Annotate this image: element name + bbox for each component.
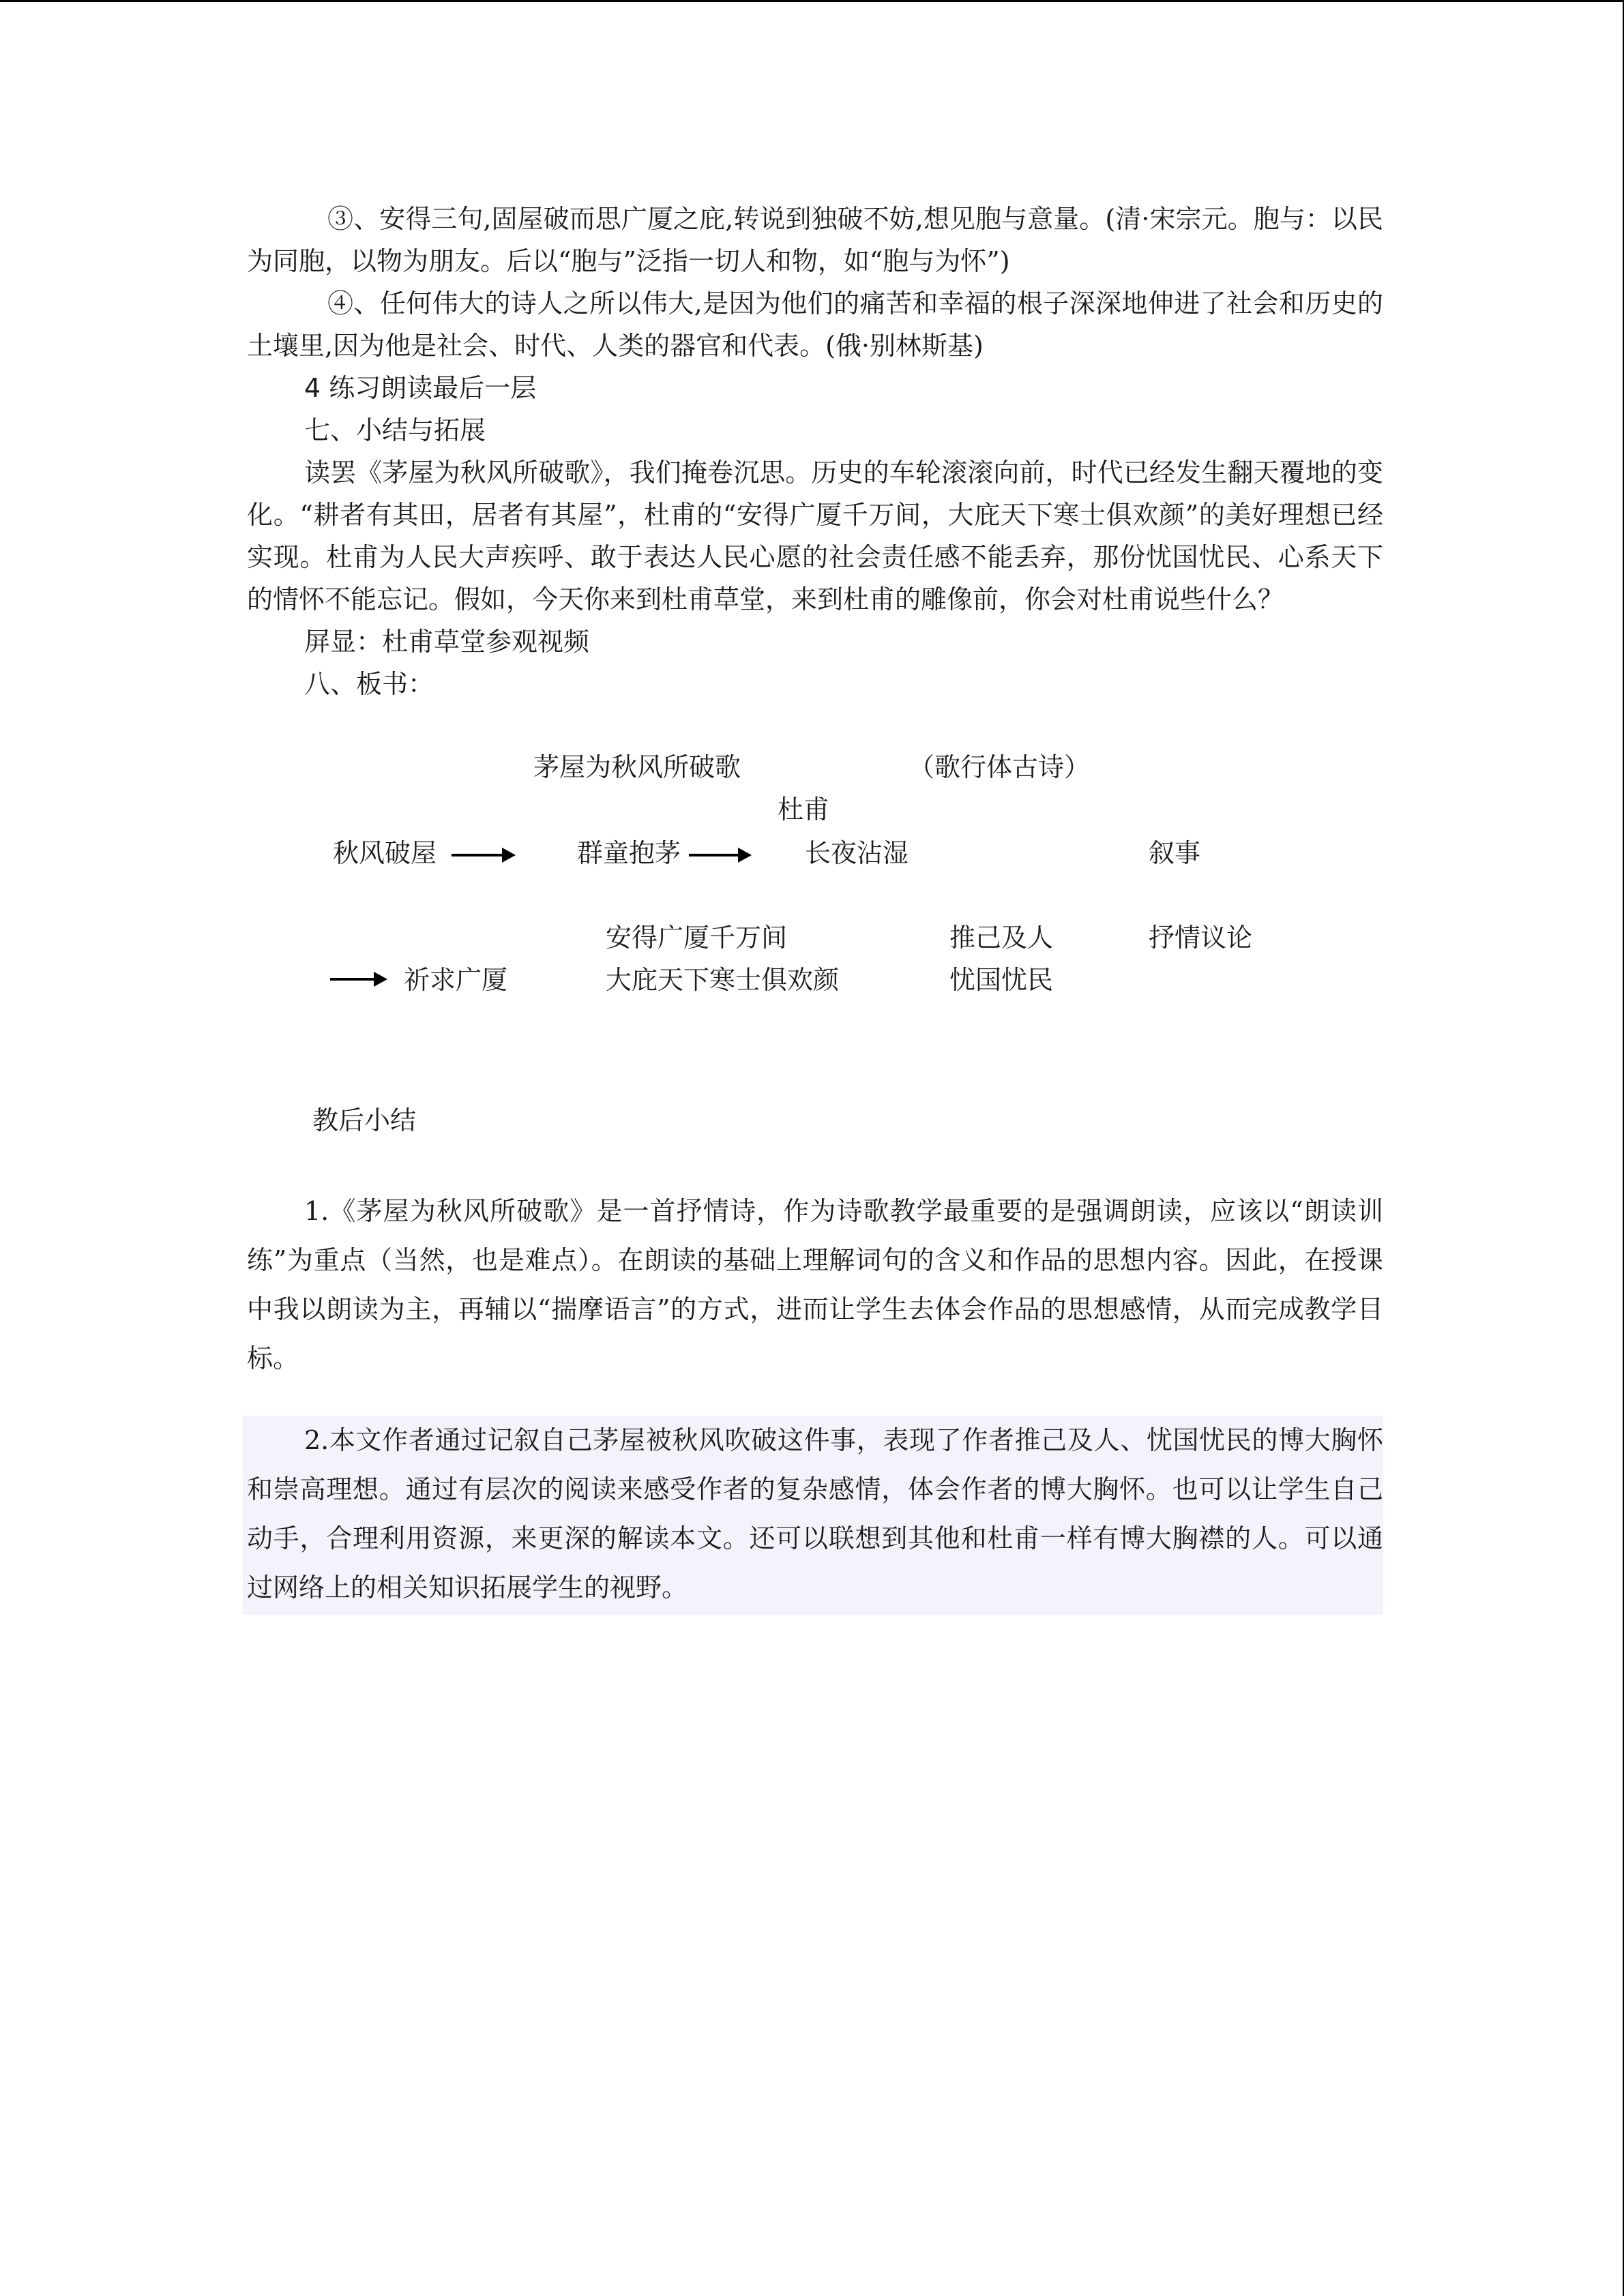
summary-item-2-text: 2.本文作者通过记叙自己茅屋被秋风吹破这件事，表现了作者推己及人、忧国忧民的博大胸怀和崇高理想。通过有层次的阅读来感受作者的复杂感情，体会作者的博大胸怀。也可以让学生自己动手，合理利用资源，来更深的解读本文。还可以联想到其他和杜甫一样有博大胸襟的人。可以通过网络上的相关知识拓展学生的视野。 (247, 1425, 1383, 1602)
arrow-right-icon (330, 978, 385, 981)
quote-3: ③、安得三句,固屋破而思广厦之庇,转说到独破不妨,想见胞与意量。(清·宋宗元。胞与：以民为同胞，以物为朋友。后以“胞与”泛指一切人和物，如“胞与为怀”) (247, 204, 1383, 276)
document-body (247, 198, 1383, 705)
practice-reading: 4 练习朗读最后一层 (304, 373, 537, 403)
board-narrative: 叙事 (1149, 838, 1201, 868)
board-genre: （歌行体古诗） (909, 752, 1091, 782)
top-border (0, 0, 1624, 2)
blackboard-outline (247, 750, 1383, 1009)
board-theme-b: 忧国忧民 (949, 965, 1054, 995)
section-seven-heading: 七、小结与拓展 (304, 415, 486, 445)
board-step-4: 祈求广厦 (404, 965, 508, 995)
arrow-right-icon (452, 854, 513, 856)
summary-item-1-text: 1.《茅屋为秋风所破歌》是一首抒情诗，作为诗歌教学最重要的是强调朗读，应该以“朗读训练”为重点（当然，也是难点）。在朗读的基础上理解词句的含义和作品的思想内容。因此，在授课中我以朗读为主，再辅以“揣摩语言”的方式，进而让学生去体会作品的思想感情，从而完成教学目标。 (247, 1196, 1383, 1373)
summary-item-1 (247, 1187, 1383, 1383)
arrow-right-icon (689, 854, 749, 856)
board-line-b: 大庇天下寒士俱欢颜 (606, 965, 840, 995)
board-title: 茅屋为秋风所破歌 (533, 752, 741, 782)
teaching-summary-title: 教后小结 (312, 1105, 417, 1135)
board-lyrical: 抒情议论 (1149, 923, 1253, 953)
board-step-3: 长夜沾湿 (805, 838, 909, 868)
board-theme-a: 推己及人 (949, 923, 1054, 953)
board-line-a: 安得广厦千万间 (606, 923, 788, 953)
section-eight-heading: 八、板书： (304, 669, 434, 699)
board-author: 杜甫 (778, 794, 830, 824)
board-step-1: 秋风破屋 (333, 838, 437, 868)
screen-display-note: 屏显：杜甫草堂参观视频 (304, 627, 590, 657)
summary-paragraph: 读罢《茅屋为秋风所破歌》，我们掩卷沉思。历史的车轮滚滚向前，时代已经发生翻天覆地的变化。“耕者有其田，居者有其屋”，杜甫的“安得广厦千万间，大庇天下寒士俱欢颜”的美好理想已经实现。杜甫为人民大声疾呼、敢于表达人民心愿的社会责任感不能丢弃，那份忧国忧民、心系天下的情怀不能忘记。假如，今天你来到杜甫草堂，来到杜甫的雕像前，你会对杜甫说些什么？ (247, 458, 1383, 614)
quote-4: ④、任何伟大的诗人之所以伟大,是因为他们的痛苦和幸福的根子深深地伸进了社会和历史的土壤里,因为他是社会、时代、人类的器官和代表。(俄·别林斯基) (247, 288, 1383, 361)
summary-item-2 (243, 1416, 1383, 1615)
board-step-2: 群童抱茅 (577, 838, 681, 868)
